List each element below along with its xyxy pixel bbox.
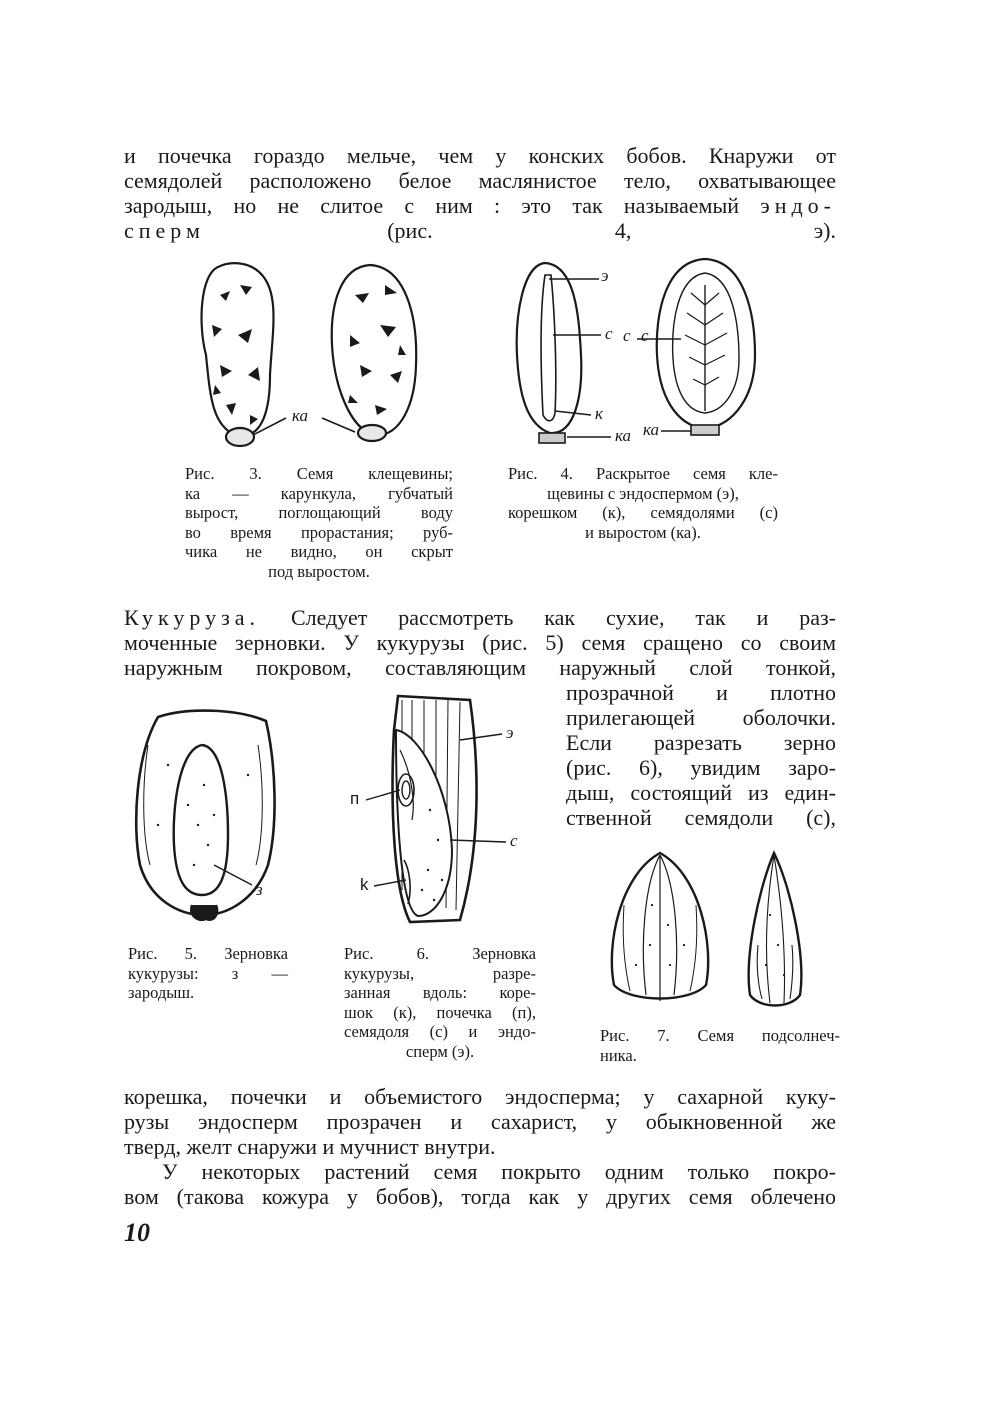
paragraph-corn-side: прозрачной и плотно прилегающей оболочки. Если разрезать зерно (рис. 6), увидим заро- дыш, состоящий из един- ственной семядоли (с), xyxy=(566,680,836,830)
paragraph-bottom: корешка, почечки и объемистого эндосперма; у сахарной куку- рузы эндосперм прозрачен и сахарист, у обыкновенной же тверд, желт снаружи и мучнист внутри. У некоторых растений семя покрыто одним только покро- вом (такова кожура у бобов), тогда как у других семя облечено xyxy=(124,1084,836,1209)
fig4-label-c1: с xyxy=(605,324,613,343)
fig4-label-c3: с xyxy=(623,326,631,345)
section-heading-corn: Кукуруза. xyxy=(124,605,261,630)
fig4-label-e: э xyxy=(601,266,609,285)
figure-5-corn-kernel xyxy=(128,705,288,930)
figure-6-corn-kernel-section xyxy=(340,690,540,930)
figure-6-caption: Рис. 6. Зерновка кукурузы, разре- занная вдоль: коре- шок (к), почечка (п), семядоля (с) и эндо- сперм (э). xyxy=(344,944,536,1061)
fig4-label-k: к xyxy=(595,404,603,423)
figure-7-caption: Рис. 7. Семя подсолнеч- ника. xyxy=(600,1026,840,1065)
page-number: 10 xyxy=(124,1218,150,1247)
term-endosperm-part1: эндо- xyxy=(760,193,837,218)
figure-4-opened-castor-seed xyxy=(505,255,785,455)
paragraph-top xyxy=(124,143,836,243)
term-endosperm-part2: сперм xyxy=(124,218,205,243)
text-line: сперм (рис. 4, э). xyxy=(124,218,837,243)
fig4-label-ka2: ка xyxy=(643,420,660,439)
fig4-label-c2: с xyxy=(641,326,649,345)
fig6-label-p: п xyxy=(350,789,360,808)
fig4-label-ka1: ка xyxy=(615,426,632,445)
text-line: и почечка гораздо мельче, чем у конских бобов. Кнаружи от xyxy=(124,143,836,168)
figure-3-castor-seed xyxy=(190,255,450,455)
figure-7-sunflower-seed xyxy=(600,845,840,1015)
paragraph-corn: Кукуруза. Следует рассмотреть как сухие, так и раз- моченные зерновки. У кукурузы (рис. 5) семя сращено со своим наружным покровом, составляющим наружный слой тонкой, xyxy=(124,605,837,680)
text-line: семядолей расположено белое маслянистое тело, охватывающее xyxy=(124,168,836,193)
fig6-label-k: k xyxy=(360,875,369,894)
figure-5-caption: Рис. 5. Зерновка кукурузы: з — зародыш. xyxy=(128,944,288,1002)
figure-4-caption: Рис. 4. Раскрытое семя кле- щевины с эндоспермом (э), корешком (к), семядолями (с) и выростом (ка). xyxy=(508,464,778,542)
fig6-label-c: с xyxy=(510,831,518,850)
fig5-label-z: з xyxy=(256,880,263,899)
fig6-label-e: э xyxy=(506,723,514,742)
fig3-label-ka: ка xyxy=(292,406,309,425)
figure-3-caption: Рис. 3. Семя клещевины; ка — карункула, губчатый вырост, поглощающий воду во время прорастания; руб- чика не видно, он скрыт под выростом. xyxy=(185,464,453,581)
text-line: зародыш, но не слитое с ним : это так называемый эндо- xyxy=(124,193,837,218)
